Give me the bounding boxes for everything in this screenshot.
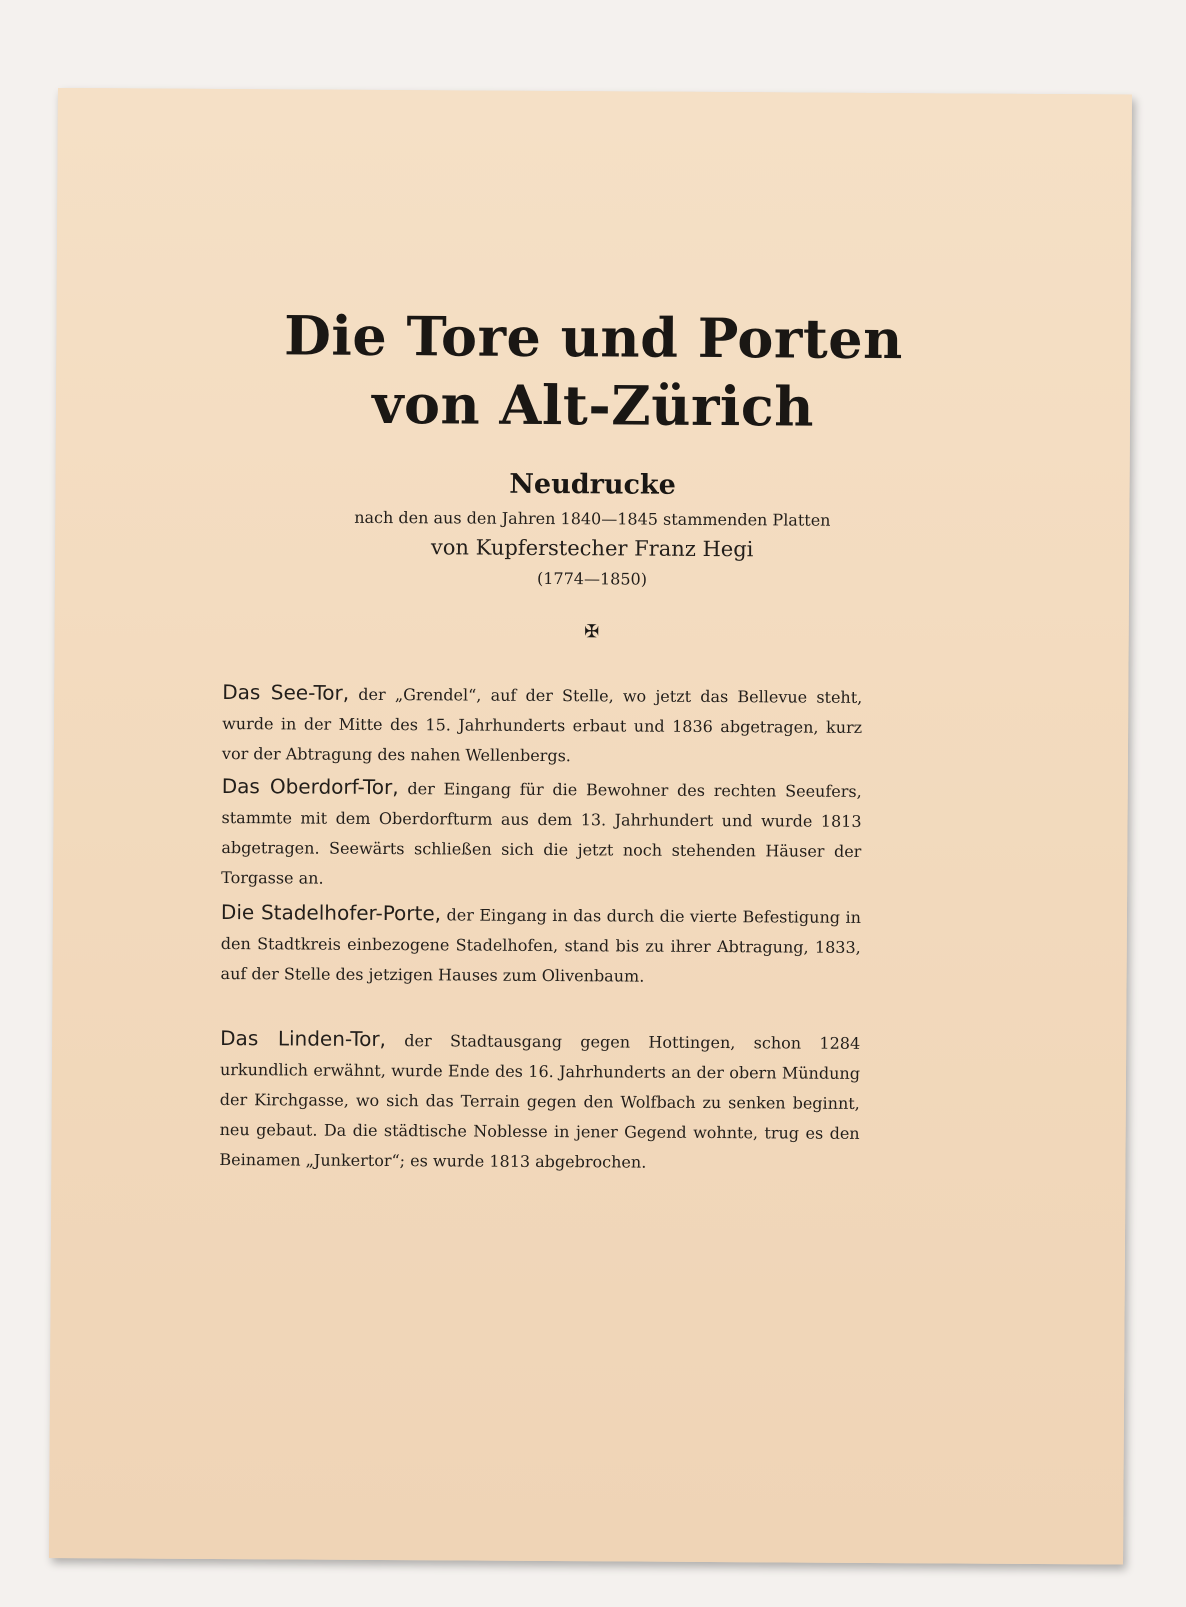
paragraph-text: der „Grendel“, auf der Stelle, wo jetzt das Bellevue steht, wurde in der Mitte des 15. Jahrhunderts erbaut und 1836 abgetragen, kurz vor der Abtragung des nahen Wellenbergs. [221, 684, 863, 766]
paragraph-linden-tor [219, 1023, 860, 1179]
paper-sheet [49, 88, 1132, 1565]
paragraph-lead: Das Linden-Tor, [220, 1026, 387, 1052]
paragraph-text: der Eingang für die Bewohner des rechten Seeufers, stammte mit dem Oberdorfturm aus dem 13. Jahrhundert und wurde 1813 abgetragen. Seewärts schließen sich die jetzt noch stehenden Häuser der Torgasse an. [221, 779, 862, 888]
title-line-2: von Alt-Zürich [371, 371, 815, 439]
paragraph-oberdorf-tor [221, 771, 862, 897]
paragraph-see-tor [222, 677, 863, 773]
ornament-icon: ✠ [584, 621, 600, 643]
paragraph-text: der Stadtausgang gegen Hottingen, schon 1284 urkundlich erwähnt, wurde Ende des 16. Jahrhunderts an der obern Mündung der Kirchgasse, wo sich das Terrain gegen den Wolfbach zu senken beginnt, neu gebaut. Da die städtische Noblesse in jener Gegend wohnte, trug es den Beinamen „Junkertor“; es wurde 1813 abgebrochen. [219, 1031, 861, 1172]
paragraph-lead: Das See-Tor, [222, 680, 350, 705]
title-line-1: Die Tore und Porten [283, 303, 904, 372]
engraver-line: von Kupferstecher Franz Hegi [430, 535, 754, 562]
subtitle: Neudrucke [509, 468, 676, 501]
paragraph-lead: Die Stadelhofer-Porte, [220, 900, 442, 926]
paragraph-lead: Das Oberdorf-Tor, [221, 774, 399, 800]
source-line: nach den aus den Jahren 1840—1845 stammenden Platten [354, 507, 831, 530]
life-dates: (1774—1850) [536, 568, 648, 589]
paragraph-stadelhofer-porte [220, 897, 861, 993]
paragraph-text: der Eingang in das durch die vierte Befestigung in den Stadtkreis einbezogene Stadelhofen, stand bis zu ihrer Abtragung, 1833, auf der Stelle des jetzigen Hauses zum Olivenbaum. [220, 905, 862, 986]
